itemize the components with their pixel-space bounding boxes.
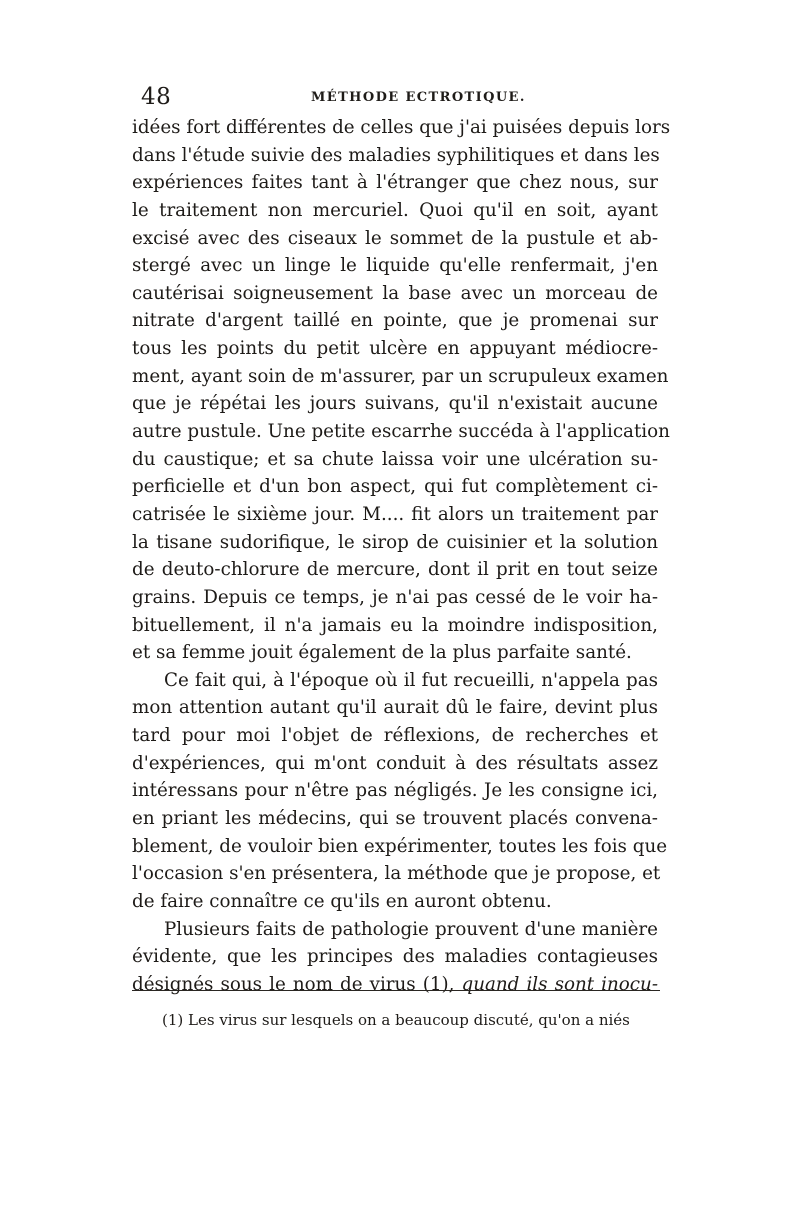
text-line: autre pustule. Une petite escarrhe succéda à l'application [132, 421, 670, 443]
italic-phrase: quand ils sont inocu- [461, 973, 658, 995]
text-line: Plusieurs faits de pathologie prouvent d'une manière [164, 918, 658, 940]
text-line: que je répétai les jours suivans, qu'il n'existait aucune [132, 393, 658, 415]
footnote: (1) Les virus sur lesquels on a beaucoup discuté, qu'on a niés [162, 1011, 630, 1029]
text-line: du caustique; et sa chute laissa voir une ulcération su- [132, 448, 658, 470]
text-line: le traitement non mercuriel. Quoi qu'il en soit, ayant [132, 199, 658, 221]
text-line: de deuto-chlorure de mercure, dont il prit en tout seize [132, 559, 658, 581]
text-line: et sa femme jouit également de la plus parfaite santé. [132, 642, 632, 664]
page-number: 48 [141, 84, 172, 110]
text-line: expériences faites tant à l'étranger que chez nous, sur [132, 172, 658, 194]
text-line: stergé avec un linge le liquide qu'elle renfermait, j'en [132, 255, 658, 277]
text-line: blement, de vouloir bien expérimenter, toutes les fois que [132, 835, 668, 857]
text-line: cautérisai soigneusement la base avec un morceau de [132, 282, 658, 304]
running-title: MÉTHODE ECTROTIQUE. [311, 90, 526, 105]
text-line: grains. Depuis ce temps, je n'ai pas cessé de le voir ha- [132, 586, 658, 608]
text-line: nitrate d'argent taillé en pointe, que je promenai sur [132, 310, 658, 332]
text-line: Ce fait qui, à l'époque où il fut recueilli, n'appela pas [164, 669, 658, 691]
text-line: idées fort différentes de celles que j'ai puisées depuis lors [132, 117, 671, 138]
text-line: de faire connaître ce qu'ils en auront obtenu. [132, 890, 552, 912]
body-text [132, 114, 671, 999]
text-line-start: désignés sous le nom de virus (1), [132, 973, 462, 995]
text-line: mon attention autant qu'il aurait dû le faire, devint plus [132, 697, 658, 719]
page-header [141, 82, 661, 118]
text-line: perficielle et d'un bon aspect, qui fut complètement ci- [132, 476, 658, 498]
text-line: intéressans pour n'être pas négligés. Je les consigne ici, [132, 780, 658, 802]
text-line: la tisane sudorifique, le sirop de cuisinier et la solution [132, 531, 658, 553]
text-line: évidente, que les principes des maladies contagieuses [132, 946, 658, 968]
text-line: ment, ayant soin de m'assurer, par un scrupuleux examen [132, 365, 669, 387]
footnote-separator [132, 990, 660, 991]
text-line: dans l'étude suivie des maladies syphilitiques et dans les [132, 144, 660, 166]
text-line: excisé avec des ciseaux le sommet de la pustule et ab- [132, 227, 658, 249]
text-line [132, 971, 658, 999]
text-line: catrisée le sixième jour. M.... fit alors un traitement par [132, 503, 658, 525]
text-line: tard pour moi l'objet de réflexions, de recherches et [132, 725, 658, 747]
text-line: bituellement, il n'a jamais eu la moindre indisposition, [132, 614, 658, 636]
text-line: d'expériences, qui m'ont conduit à des résultats assez [132, 752, 658, 774]
text-line: tous les points du petit ulcère en appuyant médiocre- [132, 338, 658, 360]
text-line: l'occasion s'en présentera, la méthode que je propose, et [132, 863, 661, 885]
text-line: en priant les médecins, qui se trouvent placés convena- [132, 808, 658, 830]
